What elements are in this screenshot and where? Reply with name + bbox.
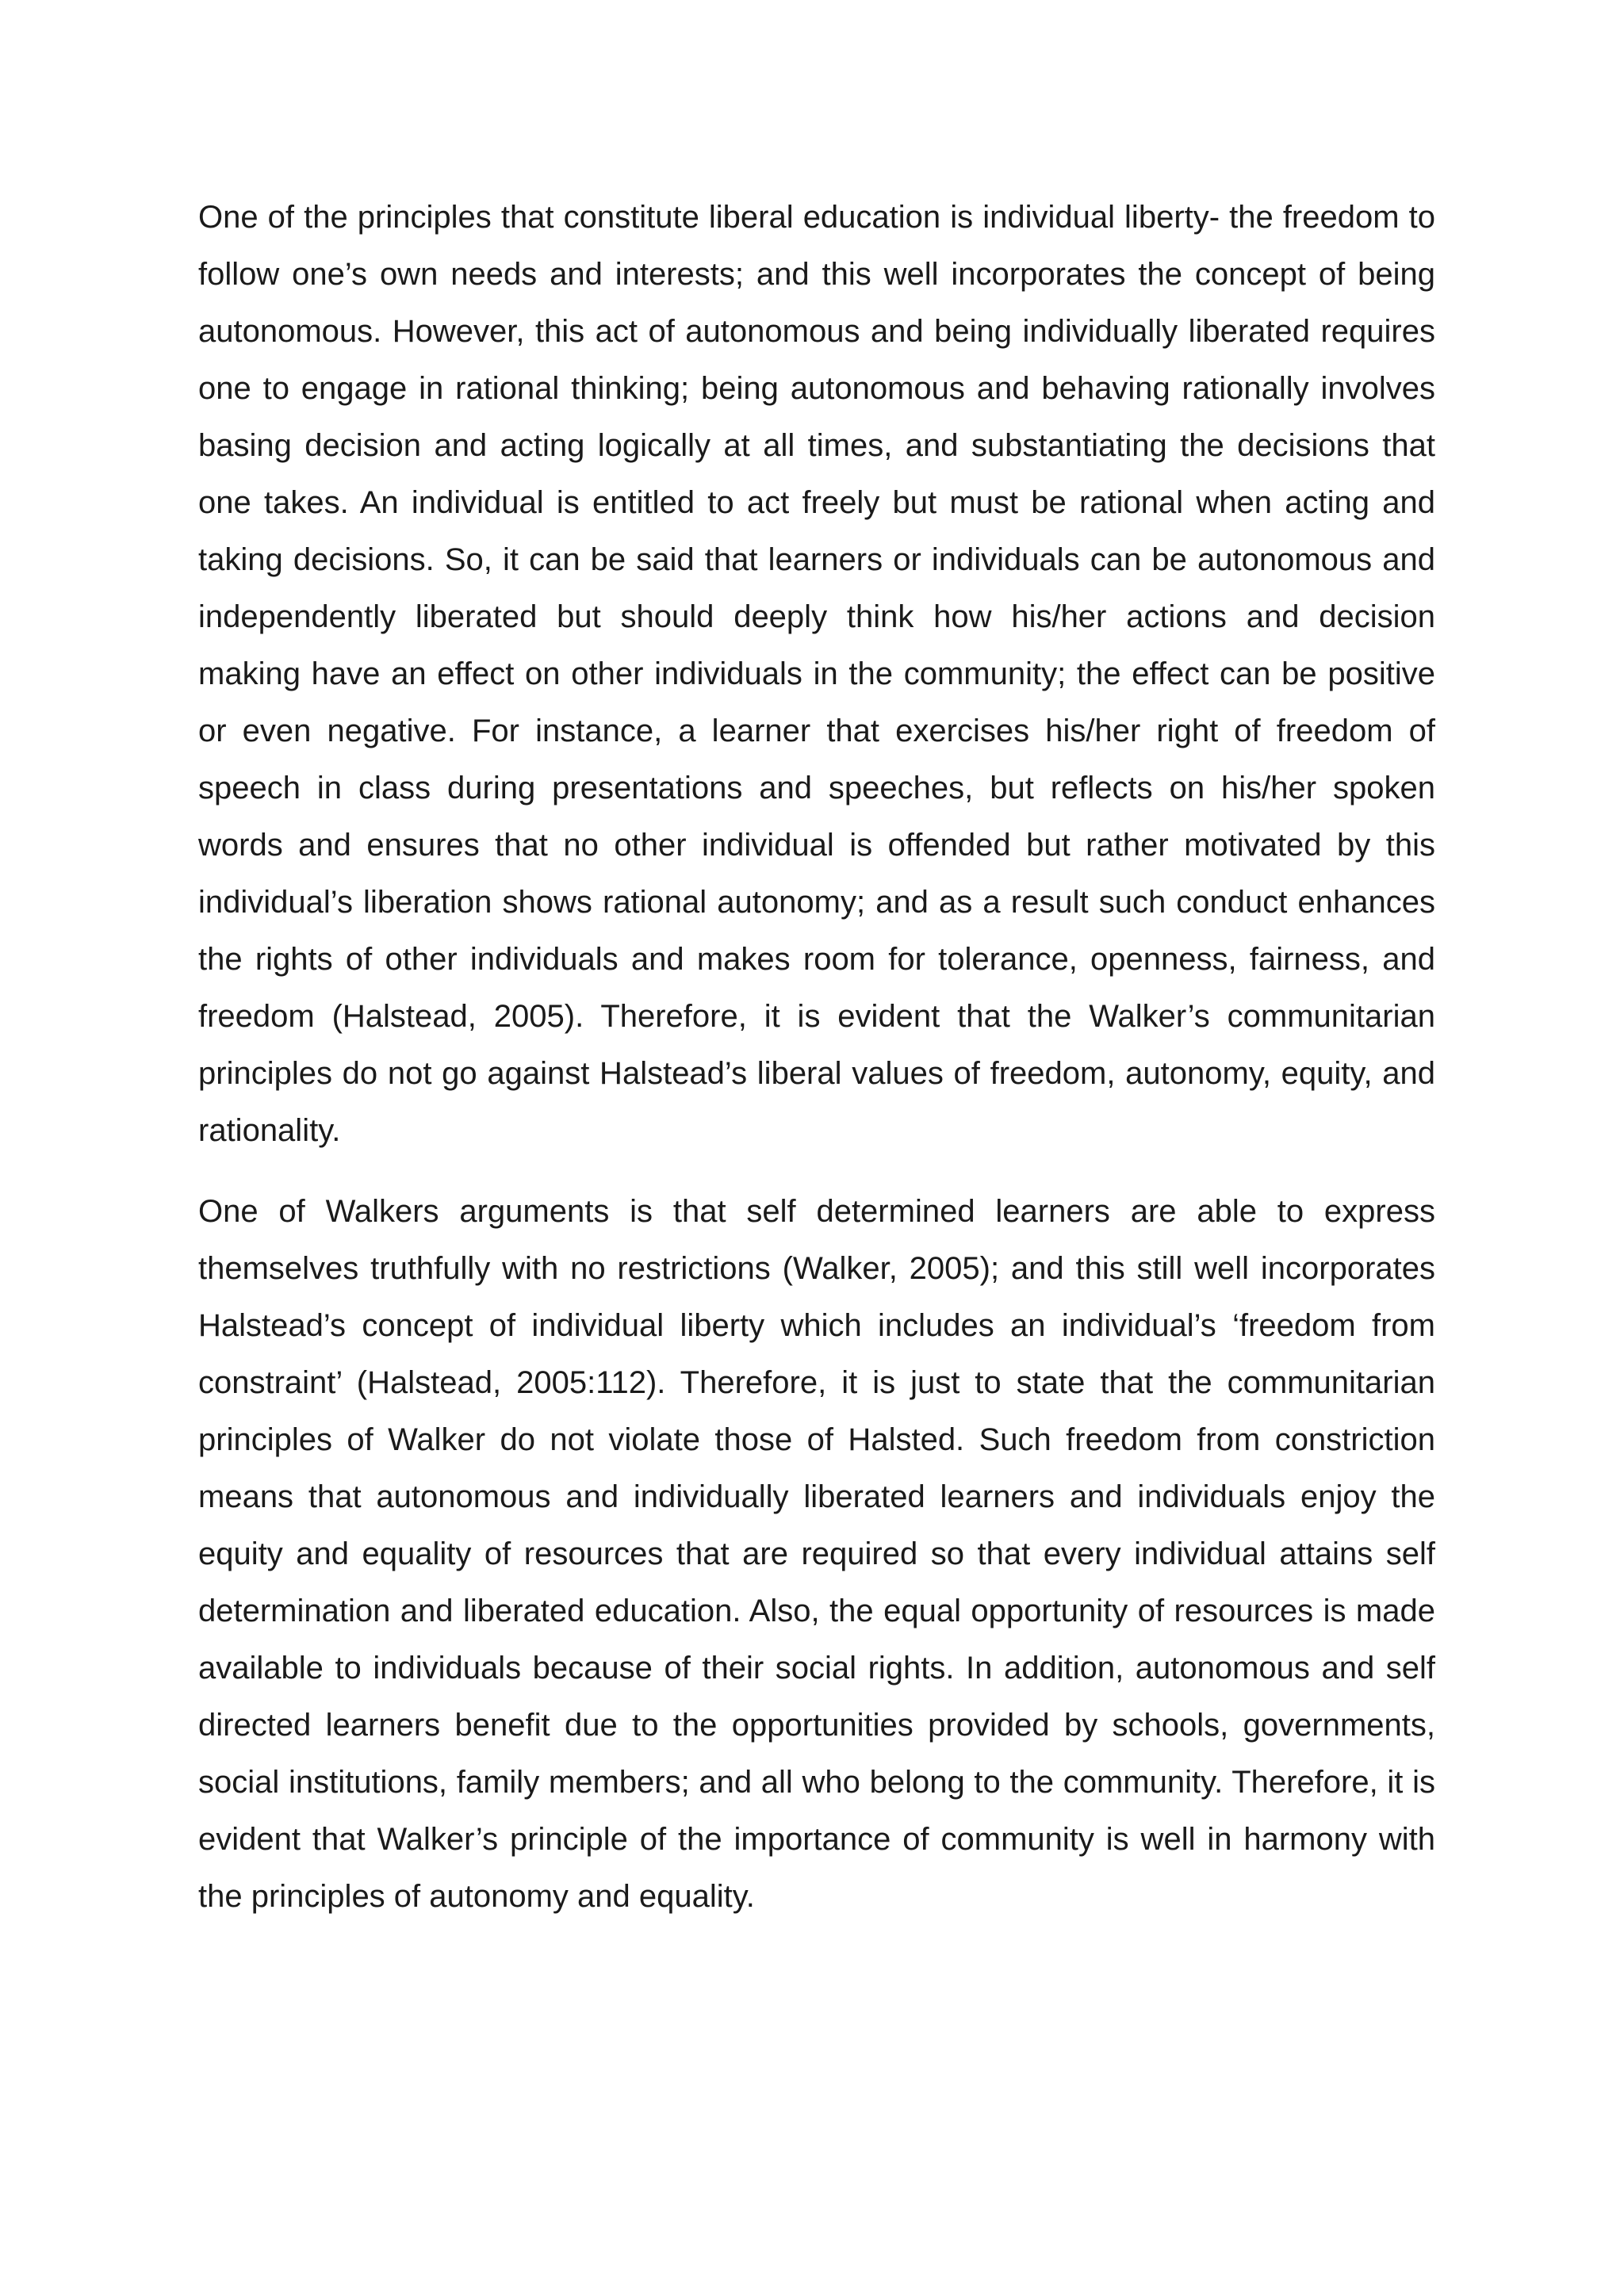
paragraph-1: One of the principles that constitute liberal education is individual liberty- the freedom to follow one’s own needs and interests; and this well incorporates the concept of being autonomous. However, this act of autonomous and being individually liberated requires one to engage in rational thinking; being autonomous and behaving rationally involves basing decision and acting logically at all times, and substantiating the decisions that one takes. An individual is entitled to act freely but must be rational when acting and taking decisions. So, it can be said that learners or individuals can be autonomous and independently liberated but should deeply think how his/her actions and decision making have an effect on other individuals in the community; the effect can be positive or even negative. For instance, a learner that exercises his/her right of freedom of speech in class during presentations and speeches, but reflects on his/her spoken words and ensures that no other individual is offended but rather motivated by this individual’s liberation shows rational autonomy; and as a result such conduct enhances the rights of other individuals and makes room for tolerance, openness, fairness, and freedom (Halstead, 2005). Therefore, it is evident that the Walker’s communitarian principles do not go against Halstead’s liberal values of freedom, autonomy, equity, and rationality.	[198, 200, 1435, 1148]
paragraph-2: One of Walkers arguments is that self determined learners are able to express themselves truthfully with no restrictions (Walker, 2005); and this still well incorporates Halstead’s concept of individual liberty which includes an individual’s ‘freedom from constraint’ (Halstead, 2005:112). Therefore, it is just to state that the communitarian principles of Walker do not violate those of Halsted. Such freedom from constriction means that autonomous and individually liberated learners and individuals enjoy the equity and equality of resources that are required so that every individual attains self determination and liberated education. Also, the equal opportunity of resources is made available to individuals because of their social rights. In addition, autonomous and self directed learners benefit due to the opportunities provided by schools, governments, social institutions, family members; and all who belong to the community. Therefore, it is evident that Walker’s principle of the importance of community is well in harmony with the principles of autonomy and equality.	[198, 1194, 1435, 1914]
document-body	[198, 189, 1435, 1925]
